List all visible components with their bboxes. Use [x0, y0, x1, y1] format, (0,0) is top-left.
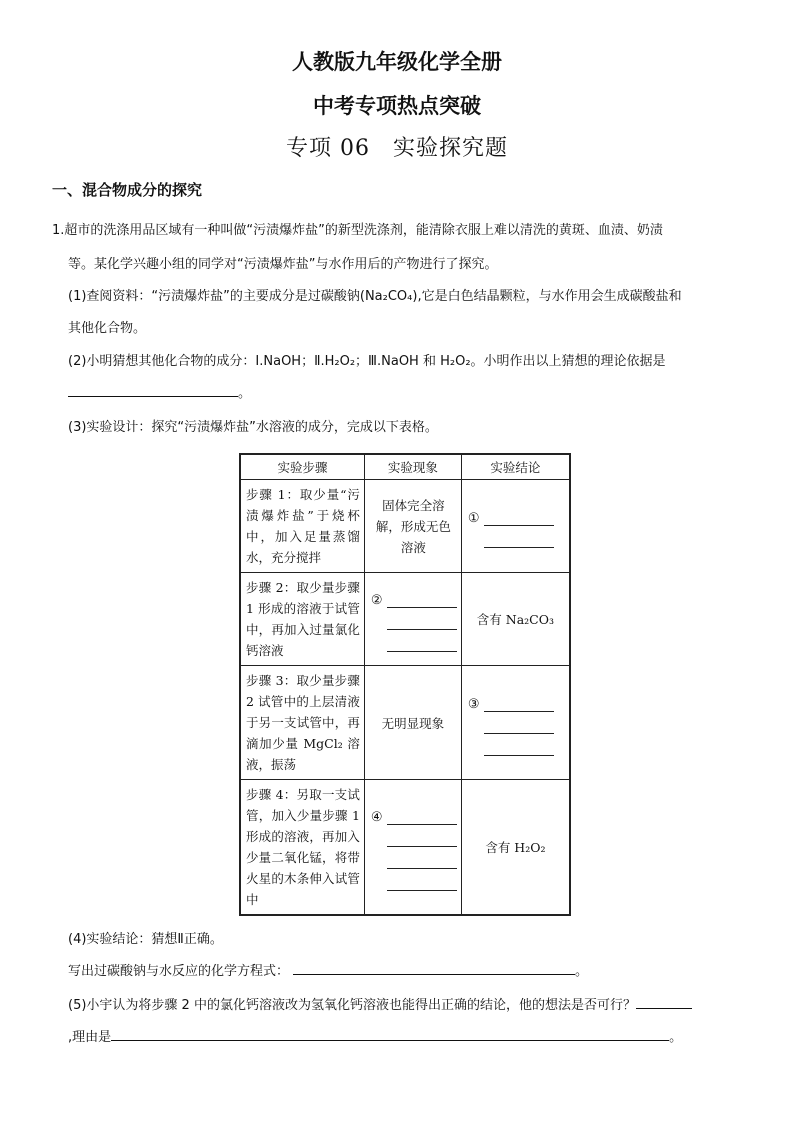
- answer-blank-4a[interactable]: [387, 810, 457, 825]
- table-header-conclusion: 实验结论: [461, 454, 570, 480]
- reason-answer-blank[interactable]: [111, 1026, 669, 1041]
- answer-marker-4: ④: [370, 810, 383, 825]
- step-4-cell: 步骤 4：另取一支试管，加入少量步骤 1 形成的溶液，再加入少量二氧化锰，将带火星的木条伸入试管中: [240, 780, 364, 916]
- table-header-phenomenon: 实验现象: [364, 454, 461, 480]
- answer-marker-1: ①: [467, 511, 480, 526]
- document-topic: 专项 06 实验探究题: [286, 136, 508, 161]
- part1-line2: 其他化合物。: [68, 321, 147, 336]
- step-2-phenomenon-cell: [364, 573, 461, 666]
- answer-blank-3a[interactable]: [484, 697, 554, 712]
- step-3-phenomenon: 无明显现象: [364, 666, 461, 780]
- table-row: [240, 780, 570, 916]
- answer-blank-2c[interactable]: [387, 637, 457, 652]
- document-title: 人教版九年级化学全册: [292, 50, 502, 74]
- table-row: [240, 480, 570, 573]
- answer-blank-4c[interactable]: [387, 854, 457, 869]
- step-1-cell: 步骤 1：取少量“污渍爆炸盐”于烧杯中，加入足量蒸馏水，充分搅拌: [240, 480, 364, 573]
- step-3-conclusion-cell: [461, 666, 570, 780]
- step-2-cell: 步骤 2：取少量步骤 1 形成的溶液于试管中，再加入过量氯化钙溶液: [240, 573, 364, 666]
- answer-blank-2b[interactable]: [387, 615, 457, 630]
- part2-line1: (2)小明猜想其他化合物的成分：I.NaOH；Ⅱ.H₂O₂；Ⅲ.NaOH 和 H₂O₂。小明作出以上猜想的理论依据是: [68, 354, 666, 369]
- question-intro-line2: 等。某化学兴趣小组的同学对“污渍爆炸盐”与水作用后的产物进行了探究。: [68, 257, 498, 272]
- answer-marker-2: ②: [370, 593, 383, 608]
- answer-blank-1a[interactable]: [484, 511, 554, 526]
- document-subtitle: 中考专项热点突破: [313, 94, 481, 118]
- answer-blank-3b[interactable]: [484, 719, 554, 734]
- step-4-phenomenon-cell: [364, 780, 461, 916]
- experiment-table: [239, 453, 571, 916]
- step-1-conclusion-cell: [461, 480, 570, 573]
- answer-blank-1b[interactable]: [484, 533, 554, 548]
- part5-question: (5)小宇认为将步骤 2 中的氯化钙溶液改为氢氧化钙溶液也能得出正确的结论，他的想法是否可行？: [68, 998, 636, 1013]
- part1-line1: (1)查阅资料：“污渍爆炸盐”的主要成分是过碳酸钠(Na₂CO₄),它是白色结晶颗粒，与水作用会生成碳酸盐和: [68, 289, 682, 304]
- feasibility-answer-blank[interactable]: [636, 994, 692, 1009]
- table-row: [240, 666, 570, 780]
- step-3-cell: 步骤 3：取少量步骤 2 试管中的上层清液于另一支试管中，再滴加少量 MgCl₂ 溶液，振荡: [240, 666, 364, 780]
- part5-line1: [68, 994, 692, 1013]
- table-header-row: [240, 454, 570, 480]
- part4-prompt: 写出过碳酸钠与水反应的化学方程式：: [68, 964, 290, 979]
- part5-line2: [68, 1026, 682, 1045]
- part5-reason-prefix: ,理由是: [68, 1030, 112, 1045]
- step-2-conclusion: 含有 Na₂CO₃: [461, 573, 570, 666]
- answer-marker-3: ③: [467, 696, 480, 712]
- part5-period: 。: [669, 1030, 683, 1045]
- equation-answer-blank[interactable]: [293, 960, 575, 975]
- question-intro-line1: 1.超市的洗涤用品区域有一种叫做“污渍爆炸盐”的新型洗涤剂，能清除衣服上难以清洗的黄斑、血渍、奶渍: [52, 223, 663, 238]
- part4-period: 。: [575, 964, 589, 979]
- answer-blank-2a[interactable]: [387, 593, 457, 608]
- table-header-step: 实验步骤: [240, 454, 364, 480]
- section-heading: 一、混合物成分的探究: [52, 181, 203, 199]
- part4-line1: (4)实验结论：猜想Ⅱ正确。: [68, 932, 223, 947]
- part4-line2: [68, 960, 588, 979]
- step-1-phenomenon: 固体完全溶解，形成无色溶液: [364, 480, 461, 573]
- step-4-conclusion: 含有 H₂O₂: [461, 780, 570, 916]
- answer-blank-3c[interactable]: [484, 741, 554, 756]
- part2-answer-row: [68, 382, 251, 401]
- part2-period: 。: [238, 386, 252, 401]
- table-row: [240, 573, 570, 666]
- part2-answer-blank[interactable]: [68, 382, 238, 397]
- answer-blank-4b[interactable]: [387, 832, 457, 847]
- answer-blank-4d[interactable]: [387, 876, 457, 891]
- part3-line: (3)实验设计：探究“污渍爆炸盐”水溶液的成分，完成以下表格。: [68, 420, 438, 435]
